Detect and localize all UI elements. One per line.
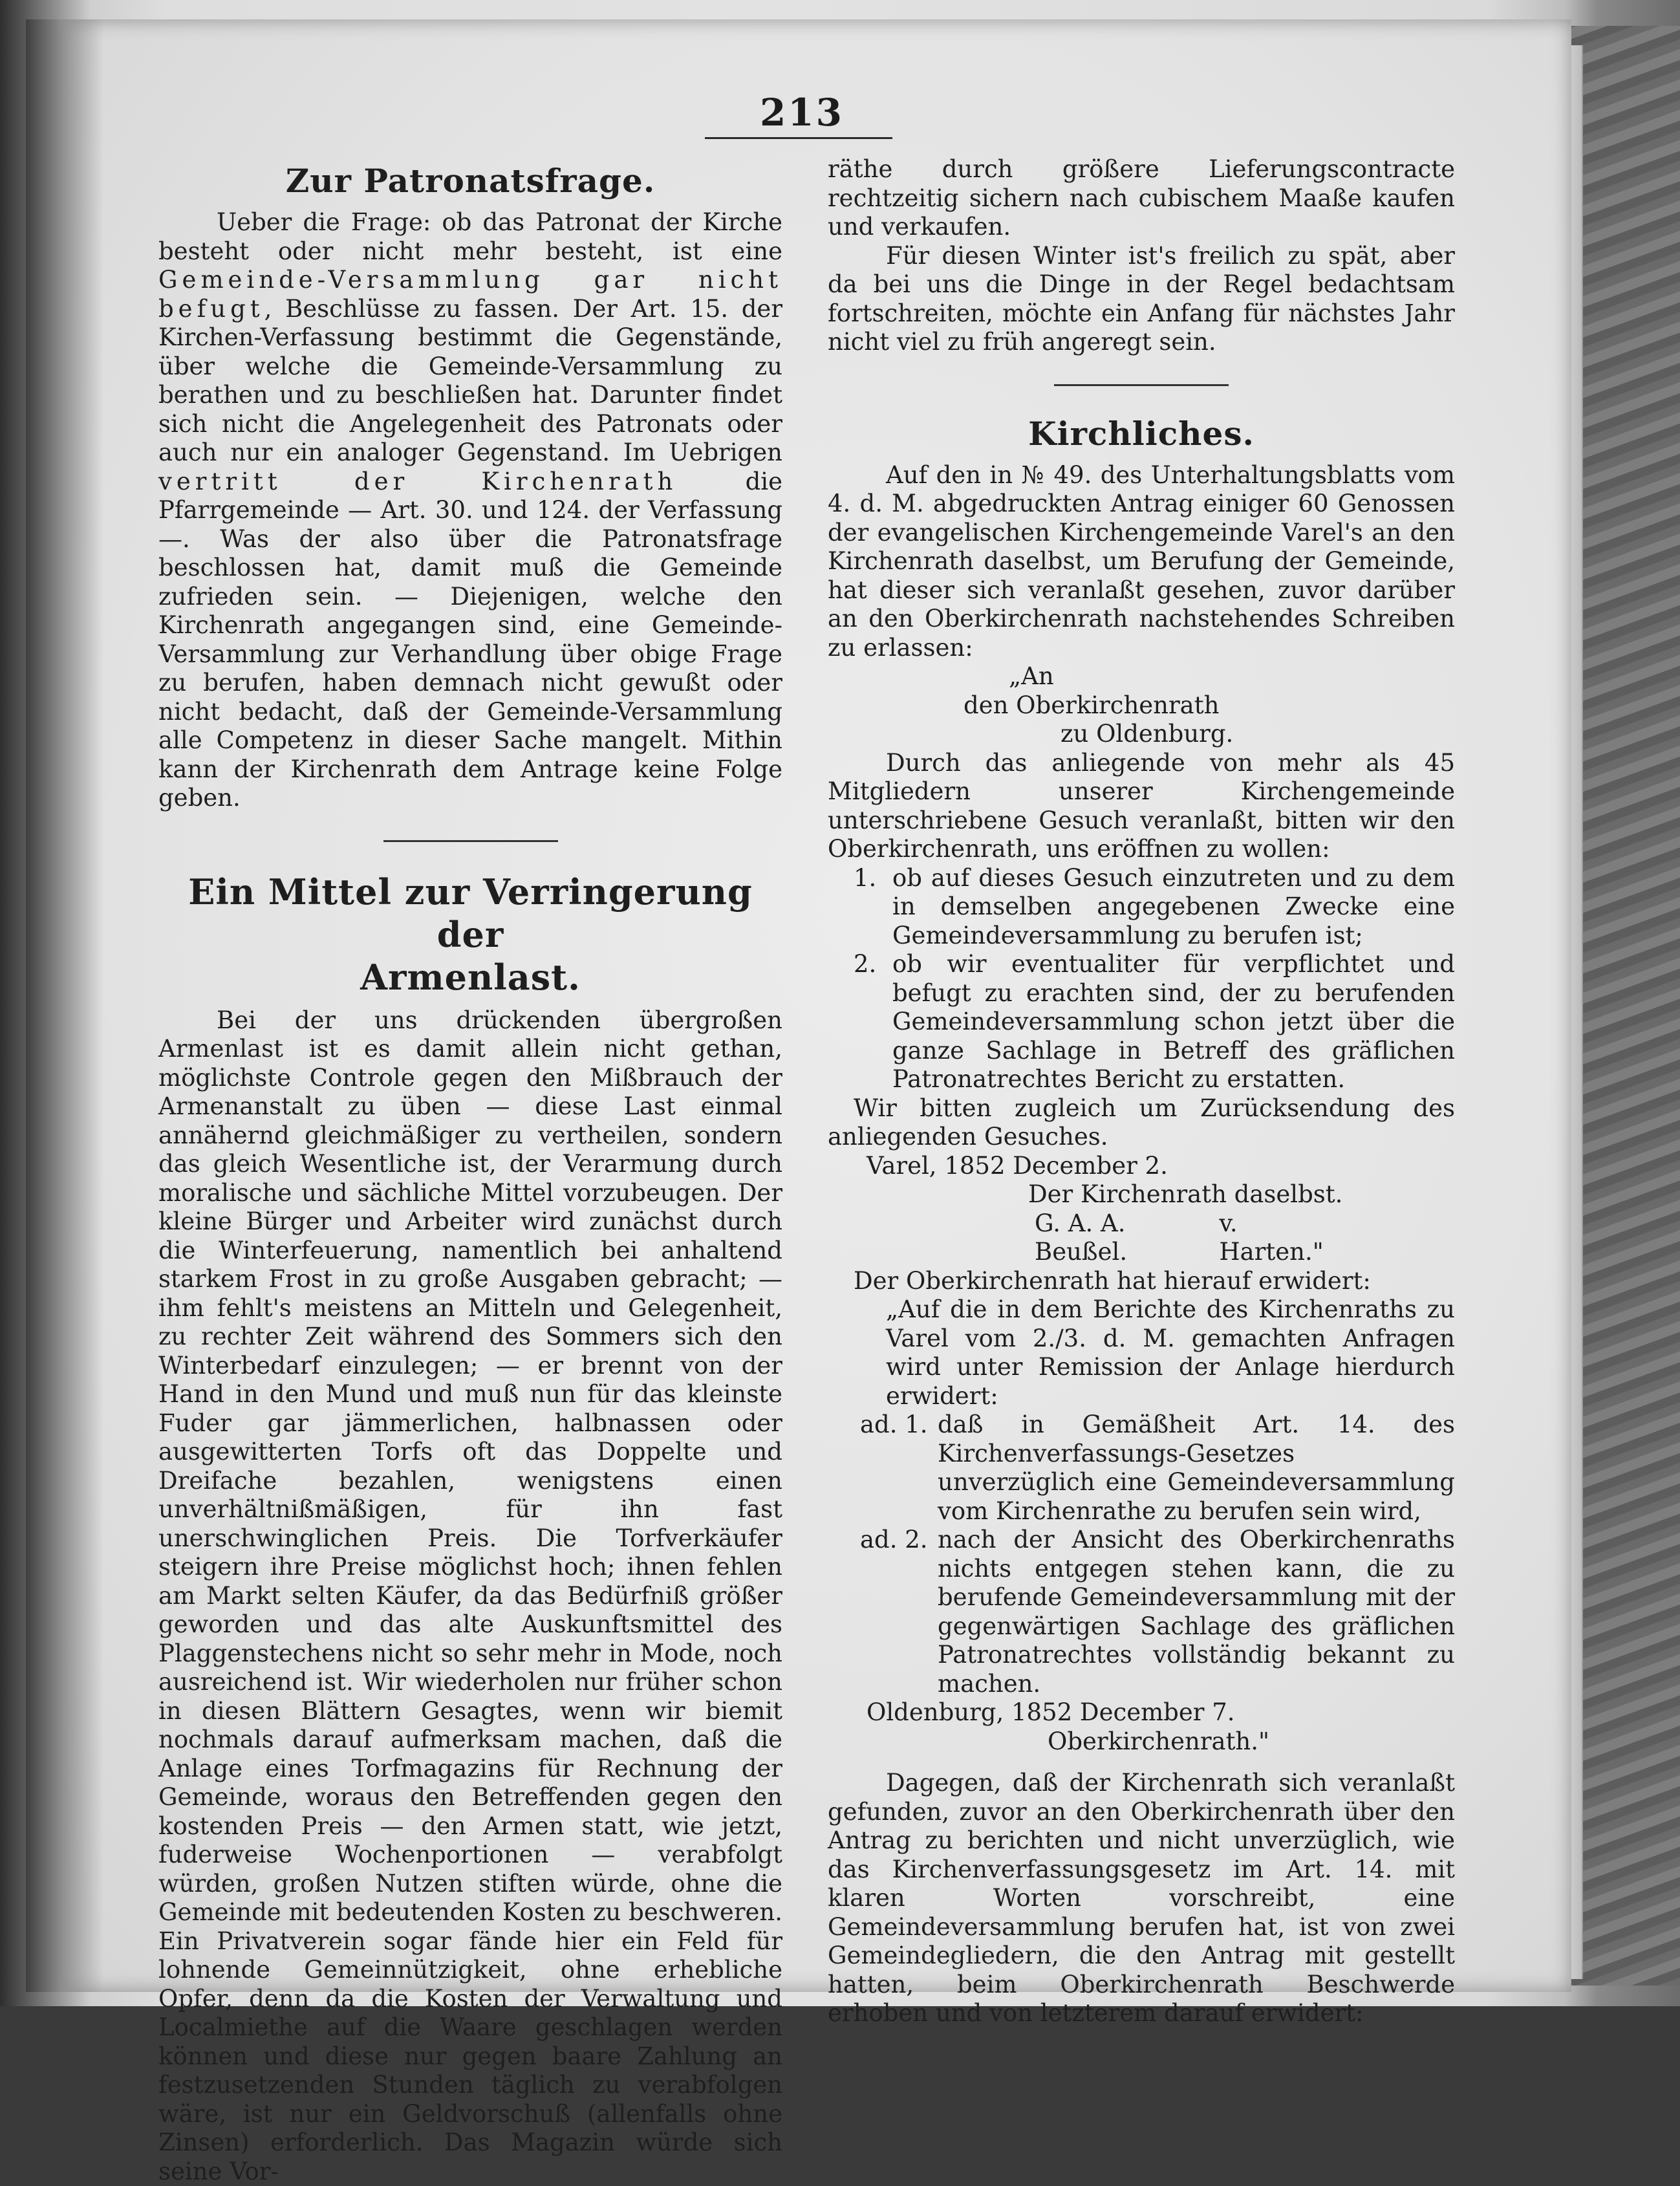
signature-name: G. A. A. Beußel. <box>1035 1209 1219 1267</box>
item-number: 1. <box>828 864 892 951</box>
reply-item-text: nach der Ansicht des Oberkirchenraths nichts entgegen stehen kann, die zu berufende Gemeindeversammlung mit der gegenwärtigen Sachlage des gräflichen Patronatrechtes vollständig bekannt zu machen. <box>938 1526 1455 1698</box>
text-run: Ueber die Frage: ob das Patronat der Kirche besteht oder nicht mehr besteht, ist eine <box>158 208 782 265</box>
section-divider <box>1054 384 1229 386</box>
spaced-emphasis: Gemeinde-Versammlung gar nicht befugt <box>158 266 782 323</box>
reply-item-text: daß in Gemäßheit Art. 14. des Kirchenverfassungs-Gesetzes unverzüglich eine Gemeindeversammlung vom Kirchenrathe zu berufen sein wird, <box>938 1411 1455 1526</box>
article-paragraph: Bei der uns drückenden übergroßen Armenlast ist es damit allein nicht gethan, möglichste Controle gegen den Mißbrauch der Armenanstalt zu üben — diese Last einmal annähernd gleichmäßiger zu vertheilen, sondern das gleich Wesentliche ist, der Verarmung durch moralische und sächliche Mittel vorzubeugen. Der kleine Bürger und Arbeiter wird zunächst durch die Winterfeuerung, namentlich bei anhaltend starkem Frost in zu große Ausgaben gebracht; — ihm fehlt's meistens an Mitteln und Gelegenheit, zu rechter Zeit während des Sommers sich den Winterbedarf einzulegen; — er brennt von der Hand in den Mund und muß nun für das kleinste Fuder gar jämmerlichen, halbnassen oder ausgewitterten Torfs oft das Doppelte und Dreifache bezahlen, wenigstens einen unverhältnißmäßigen, für ihn fast unerschwinglichen Preis. Die Torfverkäufer steigern ihre Preise möglichst hoch; ihnen fehlen am Markt selten Käufer, da das Bedürfniß größer geworden und das alte Auskunftsmittel des Plaggenstechens nicht so sehr mehr in Mode, noch ausreichend ist. Wir wiederholen nur früher schon in diesen Blättern Gesagtes, wenn wir biemit nochmals darauf aufmerksam machen, daß die Anlage eines Torfmagazins für Rechnung der Gemeinde, woraus den Betreffenden gegen den kostenden Preis — den Armen statt, wie jetzt, fuderweise Wochenportionen — verabfolgt würden, großen Nutzen stiften würde, ohne die Gemeinde mit bedeutenden Kosten zu beschweren. Ein Privatverein sogar fände hier ein Feld für lohnende Gemeinnützigkeit, ohne erhebliche Opfer, denn da die Kosten der Verwaltung und Localmiethe auf die Waare geschlagen werden können und diese nur gegen baare Zahlung an festzusetzenden Stunden täglich zu verabfolgen wäre, ist nur ein Geldvorschuß (allenfalls ohne Zinsen) erforderlich. Das Magazin würde sich seine Vor- <box>158 1006 782 2186</box>
item-number: 2. <box>828 950 892 1094</box>
text-run: die Pfarrgemeinde — Art. 30. und 124. der Verfassung —. Was der also über die Patronatsfrage beschlossen hat, damit muß die Gemeinde zufrieden sein. — Diejenigen, welche den Kirchenrath angegangen sind, eine Gemeinde-Versammlung zur Verhandlung über obige Frage zu berufen, haben demnach nicht gewußt oder nicht bedacht, daß der Gemeinde-Versammlung alle Competenz in dieser Sache mangelt. Mithin kann der Kirchenrath dem Antrage keine Folge geben. <box>158 468 782 812</box>
item-text: ob wir eventualiter für verpflichtet und befugt zu erachten sind, der zu berufenden Gemeindeversammlung schon jetzt über die ganze Sachlage in Betreff des gräflichen Patronatrechtes Bericht zu erstatten. <box>892 950 1455 1094</box>
place-date: Varel, 1852 December 2. <box>828 1152 1455 1181</box>
page-number-rule <box>705 137 892 139</box>
letter-paragraph: Durch das anliegende von mehr als 45 Mitgliedern unserer Kirchengemeinde unterschriebene Gesuch veranlaßt, bitten wir den Oberkirchenrath, uns eröffnen zu wollen: <box>828 749 1455 864</box>
reply-paragraph: „Auf die in dem Berichte des Kirchenraths zu Varel vom 2./3. d. M. gemachten Anfragen wird unter Remission der Anlage hierdurch erwidert: <box>828 1295 1455 1411</box>
reply-item <box>828 1526 1455 1698</box>
letter-item <box>828 864 1455 951</box>
title-line: Armenlast. <box>158 956 782 999</box>
article-title-kirchliches: Kirchliches. <box>828 415 1455 453</box>
signatures <box>828 1209 1455 1267</box>
binding-gutter <box>26 19 103 1992</box>
letter-address-line: den Oberkirchenrath <box>828 691 1455 720</box>
reply-item-label: ad. 1. <box>828 1411 938 1526</box>
left-column <box>158 155 782 2186</box>
article-paragraph: Auf den in № 49. des Unterhaltungsblatts vom 4. d. M. abgedruckten Antrag einiger 60 Genossen der evangelischen Kirchengemeinde Varel's an den Kirchenrath daselbst, um Berufung der Gemeinde, hat dieser sich veranlaßt gesehen, zuvor darüber an den Oberkirchenrath nachstehendes Schreiben zu erlassen: <box>828 461 1455 663</box>
letter-address-line: zu Oldenburg. <box>828 720 1455 749</box>
letter-address-line: „An <box>828 662 1455 691</box>
article-title-patronatsfrage: Zur Patronatsfrage. <box>158 162 782 200</box>
letter-item <box>828 950 1455 1094</box>
item-text: ob auf dieses Gesuch einzutreten und zu dem in demselben angegebenen Zwecke eine Gemeindeversammlung zu berufen ist; <box>892 864 1455 951</box>
signature-heading: Der Kirchenrath daselbst. <box>828 1180 1455 1209</box>
article-paragraph: Dagegen, daß der Kirchenrath sich veranlaßt gefunden, zuvor an den Oberkirchenrath über den Antrag zu berichten und nicht unverzüglich, wie das Kirchenverfassungsgesetz im Art. 14. mit klaren Worten vorschreibt, eine Gemeindeversammlung berufen hat, ist von zwei Gemeindegliedern, die den Antrag mit gestellt hatten, beim Oberkirchenrath Beschwerde erhoben und von letzterem darauf erwidert: <box>828 1769 1455 2028</box>
letter-paragraph: Wir bitten zugleich um Zurücksendung des anliegenden Gesuches. <box>828 1094 1455 1152</box>
right-column <box>828 155 1455 2028</box>
continued-paragraph: räthe durch größere Lieferungscontracte rechtzeitig sichern nach cubischem Maaße kaufen und verkaufen. <box>828 155 1455 242</box>
spaced-emphasis: vertritt der Kirchenrath <box>158 468 677 495</box>
signature-name: v. Harten." <box>1219 1209 1345 1267</box>
place-date: Oldenburg, 1852 December 7. <box>828 1698 1455 1727</box>
reply-intro: Der Oberkirchenrath hat hierauf erwidert: <box>828 1267 1455 1296</box>
section-divider <box>383 840 558 842</box>
signature-heading: Oberkirchenrath." <box>828 1727 1455 1757</box>
article-paragraph: Für diesen Winter ist's freilich zu spät, aber da bei uns die Dinge in der Regel bedachtsam fortschreiten, möchte ein Anfang für nächstes Jahr nicht viel zu früh angeregt sein. <box>828 242 1455 357</box>
reply-item-label: ad. 2. <box>828 1526 938 1698</box>
reply-item <box>828 1411 1455 1526</box>
title-line: Ein Mittel zur Verringerung der <box>158 871 782 956</box>
text-run: , Beschlüsse zu fassen. Der Art. 15. der Kirchen-Verfassung bestimmt die Gegenstände, über welche die Gemeinde-Versammlung zu berathen und zu beschließen hat. Darunter findet sich nicht die Angelegenheit des Patronats oder auch nur ein analoger Gegenstand. Im Uebrigen <box>158 295 782 467</box>
article-paragraph <box>158 208 782 813</box>
article-title-armenlast <box>158 871 782 999</box>
page-number: 213 <box>718 91 886 135</box>
